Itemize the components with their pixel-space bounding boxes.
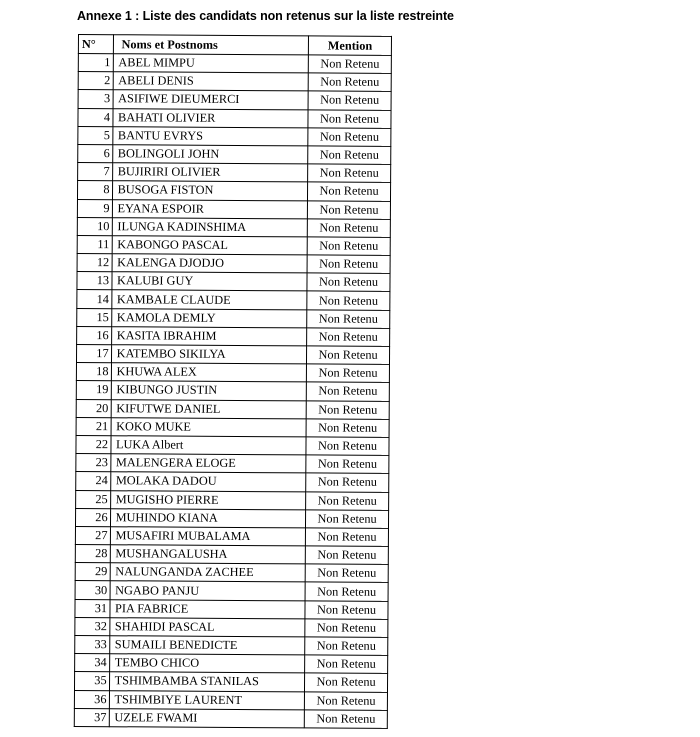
table-row bbox=[77, 290, 390, 310]
row-number: 25 bbox=[76, 490, 111, 508]
candidate-mention: Non Retenu bbox=[305, 655, 388, 674]
table-row bbox=[77, 235, 390, 255]
candidate-name: EYANA ESPOIR bbox=[112, 199, 308, 218]
row-number: 13 bbox=[77, 272, 112, 290]
candidate-mention: Non Retenu bbox=[307, 237, 390, 256]
table-row bbox=[77, 308, 390, 328]
row-number: 14 bbox=[77, 290, 112, 308]
candidate-mention: Non Retenu bbox=[308, 164, 391, 183]
column-header-name: Noms et Postnoms bbox=[113, 35, 309, 55]
candidate-name: BAHATI OLIVIER bbox=[112, 108, 308, 127]
candidate-name: ILUNGA KADINSHIMA bbox=[112, 217, 308, 236]
table-row bbox=[76, 399, 389, 419]
row-number: 21 bbox=[76, 417, 111, 435]
row-number: 11 bbox=[77, 235, 112, 253]
candidate-mention: Non Retenu bbox=[306, 400, 389, 419]
table-row bbox=[75, 526, 388, 546]
table-row bbox=[75, 508, 388, 528]
row-number: 4 bbox=[78, 108, 113, 126]
candidate-name: SUMAILI BENEDICTE bbox=[109, 636, 305, 655]
candidate-name: KALENGA DJODJO bbox=[112, 254, 308, 273]
row-number: 19 bbox=[76, 381, 111, 399]
candidate-mention: Non Retenu bbox=[307, 219, 390, 238]
candidate-name: KIFUTWE DANIEL bbox=[111, 399, 307, 418]
candidate-mention: Non Retenu bbox=[306, 419, 389, 438]
table-row bbox=[75, 545, 388, 565]
row-number: 2 bbox=[78, 72, 113, 90]
candidate-mention: Non Retenu bbox=[305, 564, 388, 583]
table-row bbox=[78, 163, 391, 183]
row-number: 10 bbox=[77, 217, 112, 235]
candidate-mention: Non Retenu bbox=[305, 601, 388, 620]
table-row bbox=[76, 381, 389, 401]
candidate-mention: Non Retenu bbox=[307, 291, 390, 310]
table-row bbox=[78, 54, 391, 74]
table-row bbox=[77, 254, 390, 274]
candidate-mention: Non Retenu bbox=[305, 637, 388, 656]
row-number: 8 bbox=[77, 181, 112, 199]
candidate-mention: Non Retenu bbox=[306, 455, 389, 474]
candidate-name: NALUNGANDA ZACHEE bbox=[110, 563, 306, 582]
candidate-mention: Non Retenu bbox=[306, 473, 389, 492]
row-number: 6 bbox=[78, 144, 113, 162]
candidate-name: MUSAFIRI MUBALAMA bbox=[110, 527, 306, 546]
candidate-mention: Non Retenu bbox=[308, 200, 391, 219]
candidate-mention: Non Retenu bbox=[305, 673, 388, 692]
candidate-mention: Non Retenu bbox=[304, 710, 387, 729]
candidate-mention: Non Retenu bbox=[306, 382, 389, 401]
table-row bbox=[76, 435, 389, 455]
document-title: Annexe 1 : Liste des candidats non retenus sur la liste restreinte bbox=[77, 9, 454, 23]
candidate-mention: Non Retenu bbox=[305, 546, 388, 565]
table-row bbox=[78, 108, 391, 128]
row-number: 15 bbox=[77, 308, 112, 326]
candidate-mention: Non Retenu bbox=[307, 346, 390, 365]
candidate-name: TSHIMBAMBA STANILAS bbox=[109, 672, 305, 691]
row-number: 34 bbox=[75, 654, 110, 672]
table-row bbox=[75, 654, 388, 674]
table-row bbox=[77, 217, 390, 237]
candidate-mention: Non Retenu bbox=[306, 437, 389, 456]
table-row bbox=[76, 490, 389, 510]
row-number: 27 bbox=[75, 526, 110, 544]
candidate-mention: Non Retenu bbox=[308, 73, 391, 92]
row-number: 36 bbox=[74, 690, 109, 708]
table-row bbox=[78, 72, 391, 92]
table-row bbox=[74, 708, 387, 728]
column-header-number: N° bbox=[78, 35, 113, 54]
row-number: 37 bbox=[74, 708, 109, 726]
candidate-mention: Non Retenu bbox=[308, 55, 391, 74]
candidate-name: BOLINGOLI JOHN bbox=[112, 145, 308, 164]
candidate-name: BUSOGA FISTON bbox=[112, 181, 308, 200]
table-header-row bbox=[78, 35, 391, 56]
row-number: 30 bbox=[75, 581, 110, 599]
table-row bbox=[75, 635, 388, 655]
table-body bbox=[74, 54, 391, 729]
candidates-table bbox=[74, 34, 392, 729]
table-row bbox=[76, 344, 389, 364]
candidate-name: TEMBO CHICO bbox=[109, 654, 305, 673]
row-number: 26 bbox=[75, 508, 110, 526]
candidate-mention: Non Retenu bbox=[306, 491, 389, 510]
table-row bbox=[76, 363, 389, 383]
row-number: 5 bbox=[78, 126, 113, 144]
row-number: 18 bbox=[76, 363, 111, 381]
candidate-name: KATEMBO SIKILYA bbox=[111, 345, 307, 364]
row-number: 12 bbox=[77, 254, 112, 272]
candidate-name: BUJIRIRI OLIVIER bbox=[112, 163, 308, 182]
candidate-name: KASITA IBRAHIM bbox=[111, 327, 307, 346]
candidate-mention: Non Retenu bbox=[306, 528, 389, 547]
row-number: 31 bbox=[75, 599, 110, 617]
table-row bbox=[76, 454, 389, 474]
candidate-mention: Non Retenu bbox=[307, 328, 390, 347]
candidate-name: PIA FABRICE bbox=[109, 599, 305, 618]
row-number: 20 bbox=[76, 399, 111, 417]
row-number: 29 bbox=[75, 563, 110, 581]
candidate-name: SHAHIDI PASCAL bbox=[109, 618, 305, 637]
row-number: 17 bbox=[76, 344, 111, 362]
row-number: 1 bbox=[78, 54, 113, 72]
candidate-name: MALENGERA ELOGE bbox=[110, 454, 306, 473]
candidate-name: TSHIMBIYE LAURENT bbox=[109, 690, 305, 709]
candidate-name: UZELE FWAMI bbox=[109, 708, 305, 727]
row-number: 35 bbox=[74, 672, 109, 690]
table-row bbox=[77, 326, 390, 346]
row-number: 3 bbox=[78, 90, 113, 108]
candidate-mention: Non Retenu bbox=[306, 510, 389, 529]
candidate-mention: Non Retenu bbox=[308, 128, 391, 147]
row-number: 9 bbox=[77, 199, 112, 217]
candidate-name: BANTU EVRYS bbox=[112, 126, 308, 145]
table-row bbox=[75, 599, 388, 619]
candidate-name: MOLAKA DADOU bbox=[110, 472, 306, 491]
table-row bbox=[75, 563, 388, 583]
candidate-name: NGABO PANJU bbox=[110, 581, 306, 600]
candidate-mention: Non Retenu bbox=[307, 310, 390, 329]
candidate-name: KABONGO PASCAL bbox=[112, 236, 308, 255]
candidate-name: MUSHANGALUSHA bbox=[110, 545, 306, 564]
table-row bbox=[74, 672, 387, 692]
table-row bbox=[78, 126, 391, 146]
row-number: 23 bbox=[76, 454, 111, 472]
candidate-mention: Non Retenu bbox=[305, 619, 388, 638]
candidate-name: ABELI DENIS bbox=[113, 72, 309, 91]
candidate-mention: Non Retenu bbox=[308, 91, 391, 110]
candidate-name: KOKO MUKE bbox=[111, 417, 307, 436]
candidate-name: MUHINDO KIANA bbox=[110, 508, 306, 527]
candidate-name: KHUWA ALEX bbox=[111, 363, 307, 382]
candidate-name: KAMOLA DEMLY bbox=[111, 308, 307, 327]
column-header-mention: Mention bbox=[309, 36, 392, 56]
row-number: 33 bbox=[75, 635, 110, 653]
candidate-name: MUGISHO PIERRE bbox=[110, 490, 306, 509]
table-row bbox=[78, 90, 391, 110]
table-row bbox=[78, 144, 391, 164]
candidate-name: ABEL MIMPU bbox=[113, 54, 309, 73]
table-row bbox=[77, 272, 390, 292]
candidate-mention: Non Retenu bbox=[305, 691, 388, 710]
table-row bbox=[76, 417, 389, 437]
candidate-mention: Non Retenu bbox=[307, 255, 390, 274]
table-row bbox=[77, 199, 390, 219]
table-row bbox=[75, 617, 388, 637]
row-number: 7 bbox=[78, 163, 113, 181]
candidate-name: ASIFIWE DIEUMERCI bbox=[113, 90, 309, 109]
table-row bbox=[74, 690, 387, 710]
candidate-name: KALUBI GUY bbox=[111, 272, 307, 291]
candidate-name: KIBUNGO JUSTIN bbox=[111, 381, 307, 400]
row-number: 22 bbox=[76, 435, 111, 453]
table-row bbox=[76, 472, 389, 492]
candidate-mention: Non Retenu bbox=[308, 182, 391, 201]
row-number: 24 bbox=[76, 472, 111, 490]
row-number: 16 bbox=[77, 326, 112, 344]
candidate-mention: Non Retenu bbox=[308, 146, 391, 165]
candidate-name: KAMBALE CLAUDE bbox=[111, 290, 307, 309]
candidate-mention: Non Retenu bbox=[307, 273, 390, 292]
table-row bbox=[77, 181, 390, 201]
candidate-name: LUKA Albert bbox=[110, 436, 306, 455]
candidate-mention: Non Retenu bbox=[308, 109, 391, 128]
row-number: 28 bbox=[75, 545, 110, 563]
candidate-mention: Non Retenu bbox=[305, 582, 388, 601]
table-row bbox=[75, 581, 388, 601]
candidate-mention: Non Retenu bbox=[307, 364, 390, 383]
row-number: 32 bbox=[75, 617, 110, 635]
